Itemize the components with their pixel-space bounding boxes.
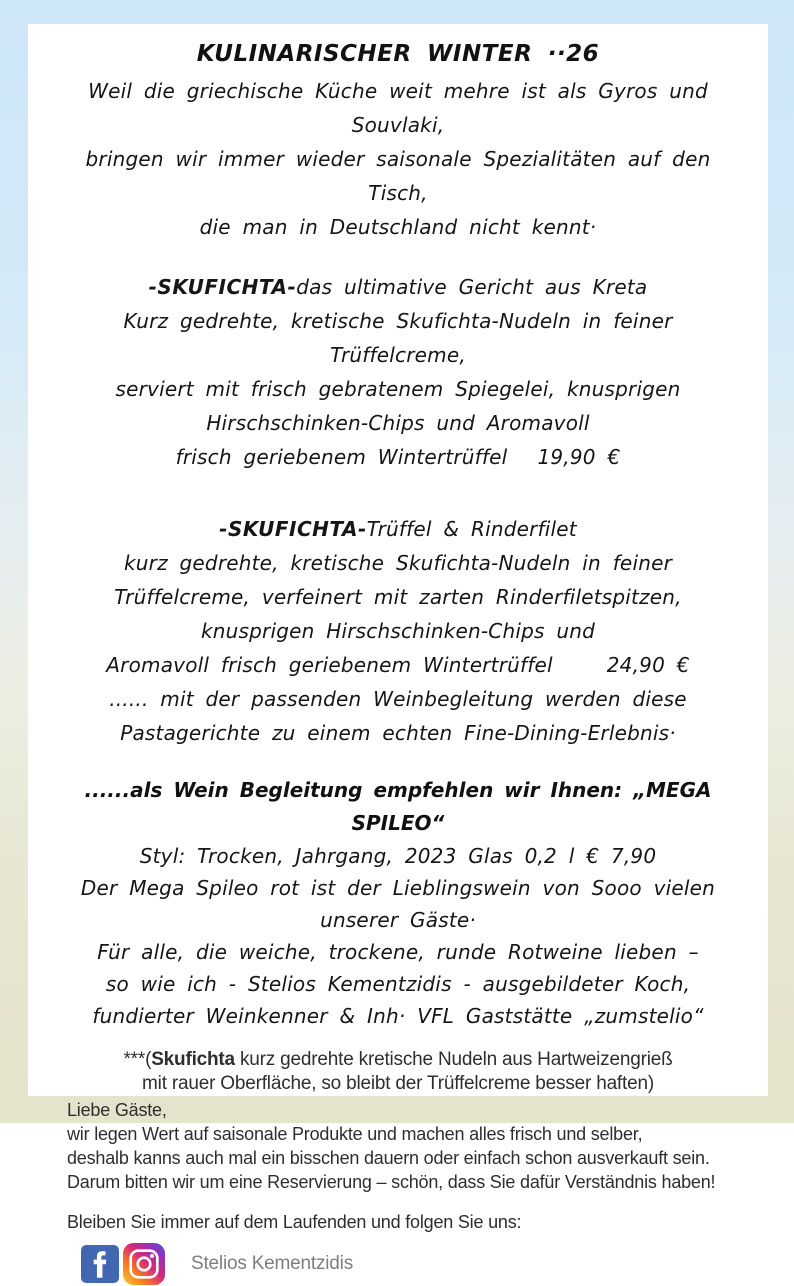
page-title: KULINARISCHER WINTER ··26 [196, 41, 600, 67]
dish1-description-end: frisch geriebenem Wintertrüffel [175, 445, 508, 469]
dish-section-skufichta-rinderfilet [54, 512, 742, 750]
dish1-price-line [54, 440, 742, 474]
menu-sheet [28, 24, 768, 1274]
text-line: Pastagerichte zu einem echten Fine-Dining-Erlebnis· [120, 721, 676, 745]
text-line: ...... mit der passenden Weinbegleitung werden diese [109, 687, 687, 711]
wine-heading: ......als Wein Begleitung empfehlen wir Ihnen: „MEGA SPILEO“ [84, 778, 712, 835]
text-line: die man in Deutschland nicht kennt· [199, 215, 597, 239]
dish2-name: -SKUFICHTA- [219, 517, 367, 541]
instagram-icon[interactable] [123, 1243, 165, 1285]
dish2-description [54, 546, 742, 648]
text-line: Darum bitten wir um eine Reservierung – schön, dass Sie dafür Verständnis haben! [67, 1172, 716, 1192]
text-line: Für alle, die weiche, trockene, runde Rotweine lieben – [97, 940, 699, 964]
dish2-price: 24,90 € [606, 653, 690, 677]
text-line: kurz gedrehte, kretische Skufichta-Nudeln in feiner [123, 551, 673, 575]
text-line: knusprigen Hirschschinken-Chips und [201, 619, 595, 643]
skufichta-footnote [54, 1048, 742, 1096]
text-line: so wie ich - Stelios Kementzidis - ausgebildeter Koch, [105, 972, 691, 996]
text-line: Styl: Trocken, Jahrgang, 2023 Glas 0,2 l € 7,90 [139, 844, 657, 868]
social-prompt: Bleiben Sie immer auf dem Laufenden und folgen Sie uns: [67, 1212, 522, 1232]
text-line: Kurz gedrehte, kretische Skufichta-Nudeln in feiner Trüffelcreme, [123, 309, 673, 367]
dish2-subtitle: Trüffel & Rinderfilet [366, 517, 577, 541]
footnote-rest: kurz gedrehte kretische Nudeln aus Hartweizengrieß [234, 1049, 673, 1070]
dish-section-skufichta-kreta [54, 270, 742, 474]
footnote-prefix: ***( [123, 1049, 152, 1070]
social-handle: Stelios Kementzidis [191, 1253, 353, 1274]
footnote-line-2: mit rauer Oberfläche, so bleibt der Trüffelcreme besser haften) [142, 1073, 654, 1094]
text-line: Hirschschinken-Chips und Aromavoll [206, 411, 590, 435]
text-line: Liebe Gäste, [67, 1100, 167, 1120]
text-line: wir legen Wert auf saisonale Produkte und machen alles frisch und selber, [67, 1124, 643, 1144]
text-line: Weil die griechische Küche weit mehre ist als Gyros und Souvlaki, [88, 79, 708, 137]
dish1-price: 19,90 € [537, 445, 621, 469]
text-line: fundierter Weinkenner & Inh· VFL Gaststätte „zumstelio“ [92, 1004, 704, 1028]
text-line: Trüffelcreme, verfeinert mit zarten Rinderfiletspitzen, [114, 585, 682, 609]
text-line: deshalb kanns auch mal ein bisschen dauern oder einfach schon ausverkauft sein. [67, 1148, 710, 1168]
dish2-price-line [54, 648, 742, 682]
social-links-row [54, 1242, 742, 1286]
dish2-heading [54, 512, 742, 546]
wine-recommendation [54, 774, 742, 1032]
footnote-line-1 [54, 1048, 742, 1072]
pasta-outro [54, 682, 742, 750]
dish2-description-end: Aromavoll frisch geriebenem Wintertrüffel [106, 653, 553, 677]
dish1-subtitle: das ultimative Gericht aus Kreta [296, 275, 648, 299]
facebook-icon[interactable] [81, 1245, 119, 1283]
text-line: Der Mega Spileo rot ist der Lieblingswein von Sooo vielen unserer Gäste· [80, 876, 716, 932]
footnote-term: Skufichta [151, 1049, 235, 1070]
dish1-heading [54, 270, 742, 304]
dish1-description [54, 304, 742, 440]
dish1-name: -SKUFICHTA- [148, 275, 297, 299]
text-line: bringen wir immer wieder saisonale Spezialitäten auf den Tisch, [85, 147, 711, 205]
guest-information [54, 1098, 742, 1194]
intro-paragraph [54, 74, 742, 244]
wine-description [54, 840, 742, 1032]
text-line: serviert mit frisch gebratenem Spiegelei, knusprigen [115, 377, 681, 401]
